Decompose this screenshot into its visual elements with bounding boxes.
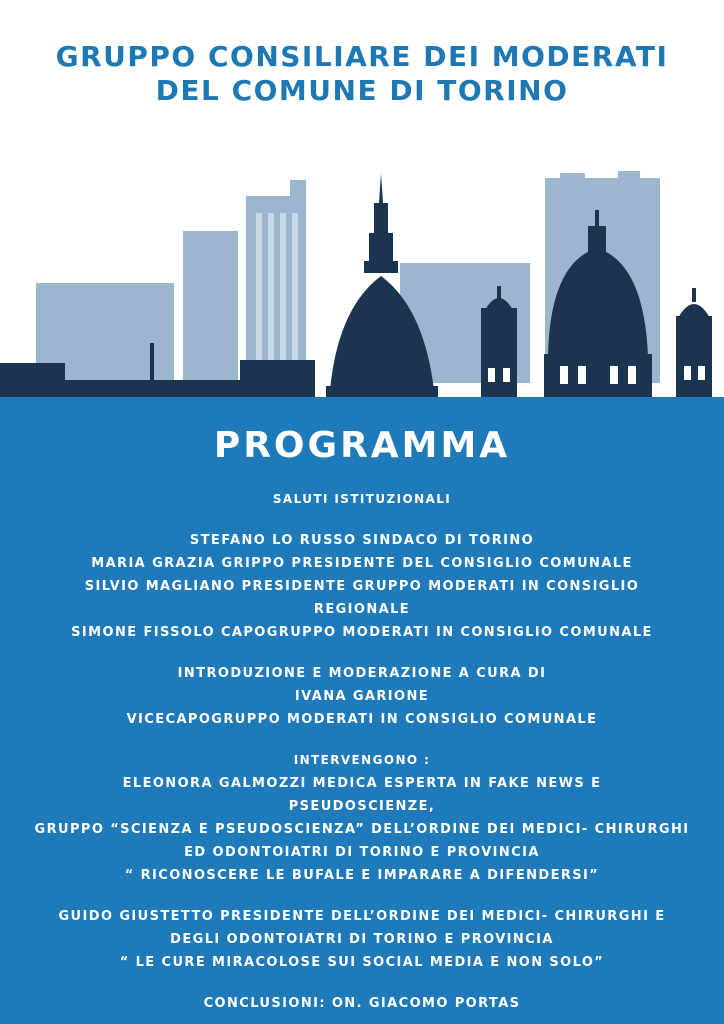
speaker-line: SILVIO MAGLIANO PRESIDENTE GRUPPO MODERATI IN CONSIGLIO — [84, 579, 640, 594]
intervento-line: ELEONORA GALMOZZI MEDICA ESPERTA IN FAKE NEWS E — [122, 776, 602, 791]
intervento-line: GRUPPO “SCIENZA E PSEUDOSCIENZA” DELL’ORDINE DEI MEDICI- CHIRURGHI — [34, 822, 690, 837]
page-title — [0, 0, 724, 108]
programma-panel — [0, 397, 724, 1024]
spacer — [10, 887, 714, 905]
speaker-line: REGIONALE — [313, 602, 411, 617]
programma-title: PROGRAMMA — [213, 425, 511, 466]
intervento-line: “ RICONOSCERE LE BUFALE E IMPARARE A DIFENDERSI” — [124, 868, 600, 883]
intervento-line: “ LE CURE MIRACOLOSE SUI SOCIAL MEDIA E NON SOLO” — [119, 955, 605, 970]
speaker-line: SIMONE FISSOLO CAPOGRUPPO MODERATI IN CONSIGLIO COMUNALE — [71, 625, 653, 640]
header — [0, 0, 724, 130]
programma-content — [10, 488, 714, 1015]
saluti-heading: SALUTI ISTITUZIONALI — [272, 492, 452, 506]
intro-line: INTRODUZIONE E MODERAZIONE A CURA DI — [177, 666, 547, 681]
spacer — [10, 644, 714, 662]
intervento-line: ED ODONTOIATRI DI TORINO E PROVINCIA — [184, 845, 540, 860]
spacer — [10, 731, 714, 749]
intervento-line: PSEUDOSCIENZE, — [288, 799, 436, 814]
title-line-1: GRUPPO CONSILIARE DEI MODERATI — [55, 40, 669, 73]
turin-skyline-illustration — [0, 168, 724, 398]
speaker-line: MARIA GRAZIA GRIPPO PRESIDENTE DEL CONSIGLIO COMUNALE — [91, 556, 633, 571]
intervento-line: DEGLI ODONTOIATRI DI TORINO E PROVINCIA — [170, 932, 554, 947]
intro-line: VICECAPOGRUPPO MODERATI IN CONSIGLIO COMUNALE — [126, 712, 598, 727]
intervengono-heading: INTERVENGONO : — [293, 753, 431, 767]
title-line-2: DEL COMUNE DI TORINO — [155, 74, 569, 107]
intro-line: IVANA GARIONE — [294, 689, 430, 704]
conclusioni-line: CONCLUSIONI: ON. GIACOMO PORTAS — [203, 996, 521, 1011]
speaker-line: STEFANO LO RUSSO SINDACO DI TORINO — [189, 533, 535, 548]
spacer — [10, 974, 714, 992]
intervento-line: GUIDO GIUSTETTO PRESIDENTE DELL’ORDINE DEI MEDICI- CHIRURGHI E — [58, 909, 666, 924]
spacer — [10, 511, 714, 529]
